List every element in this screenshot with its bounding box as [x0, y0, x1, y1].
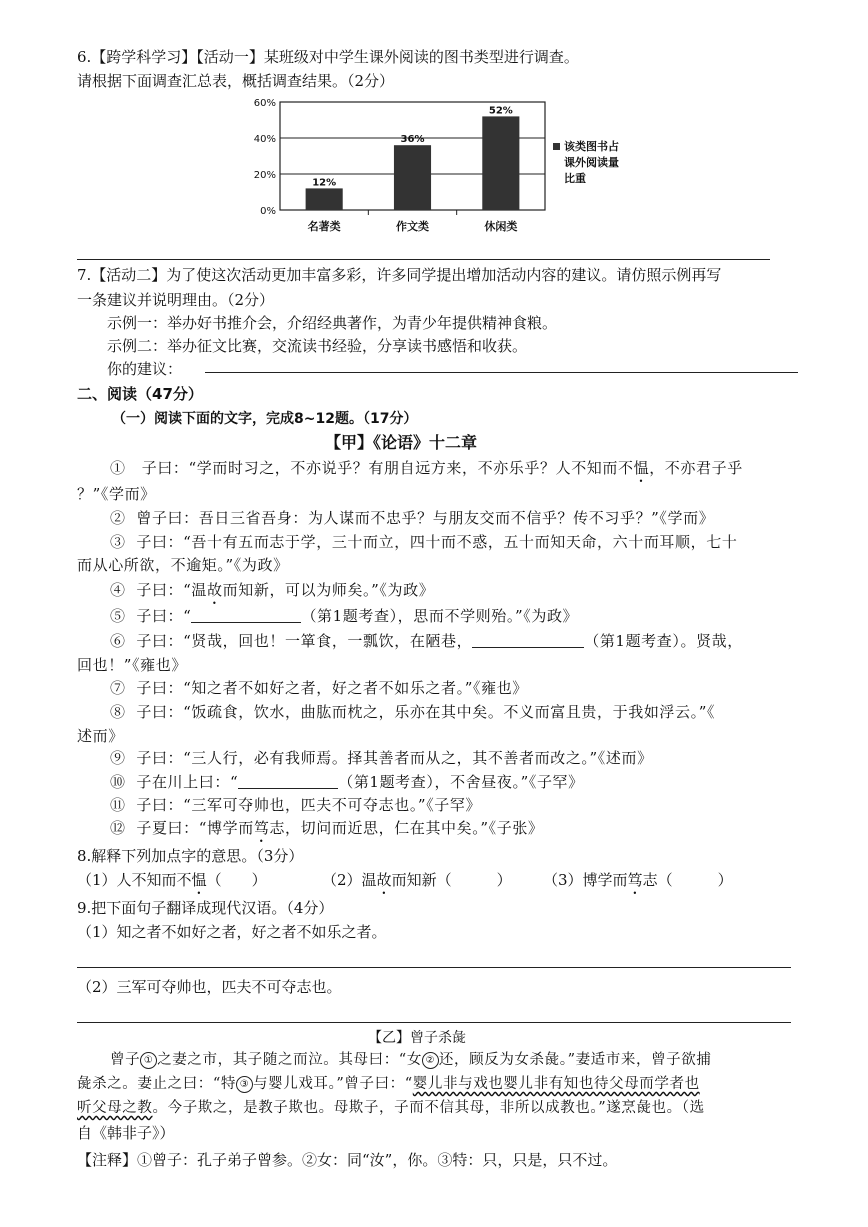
chart-y-tick-label: 60%	[253, 98, 276, 109]
chapter-12-text-a: 子夏曰：“博学而	[136, 819, 254, 837]
yi-text: 与婴儿戏耳。”曾子曰：“	[253, 1076, 413, 1092]
chapter-11	[110, 795, 481, 815]
chart-y-tick-label: 20%	[253, 170, 276, 181]
q8-item1-dotted: 愠	[191, 871, 207, 889]
yi-text: 之妻之市，其子随之而泣。其母曰：“女	[157, 1052, 422, 1068]
chapter-6-cont: 回也！”《雍也》	[77, 656, 187, 674]
q8-item1-text: （1）人不知而不	[77, 871, 192, 889]
chapter-10-text-b: （第1题考查），不舍昼夜。”《子罕》	[338, 773, 584, 791]
chapter-6-text-b: （第1题考查）。贤哉，	[584, 632, 743, 650]
q6-answer-line[interactable]	[77, 259, 770, 260]
chapter-12-num: ⑫	[110, 819, 126, 837]
chapter-10-blank[interactable]	[238, 772, 338, 789]
chart-bar	[394, 145, 431, 210]
chapter-4-text-b: 而知新，可以为师矣。”《为政》	[222, 581, 435, 599]
chart-category-label: 休闲类	[484, 220, 518, 233]
q8-item1	[77, 870, 267, 898]
bar-chart	[240, 92, 660, 242]
chapter-6-blank[interactable]	[472, 631, 584, 648]
jia-title: 【甲】《论语》十二章	[325, 433, 478, 452]
chapter-3-cont: 而从心所欲，不逾矩。”《为政》	[77, 556, 289, 574]
q8-item3-text: （3）博学而	[543, 871, 628, 889]
q9-sentence1: （1）知之者不如好之者，好之者不如乐之者。	[77, 923, 387, 941]
chapter-5-blank[interactable]	[191, 606, 301, 623]
yi-text: 。今子欺之，是教子欺也。母欺子，子而不信其母，非所以成教也。”遂烹彘也。（选	[152, 1100, 705, 1116]
q8-item2-dotted: 故	[376, 871, 392, 889]
chart-legend-label: 该类图书占	[564, 140, 619, 153]
chapter-5-num: ⑤	[110, 607, 126, 625]
chart-category-label: 名著类	[307, 220, 341, 233]
chapter-6	[110, 631, 743, 651]
chart-bar	[306, 188, 343, 210]
chapter-10-num: ⑩	[110, 773, 126, 791]
chapter-5-text-b: （第1题考查），思而不学则殆。”《为政》	[301, 607, 579, 625]
chapter-1-text-a: 子曰：“学而时习之，不亦说乎？有朋自远方来，不亦乐乎？人不知而不	[141, 459, 634, 477]
yi-title: 【乙】曾子杀彘	[368, 1030, 466, 1046]
chapter-12-dotted: 笃	[253, 819, 270, 837]
chapter-9-text: 子曰：“三人行，必有我师焉。择其善者而从之，其不善者而改之。”《述而》	[136, 749, 653, 767]
chapter-3-num: ③	[110, 533, 126, 551]
q9-answer-line-2[interactable]	[77, 1022, 791, 1023]
section2-sub: （一）阅读下面的文字，完成8~12题。（17分）	[112, 411, 418, 427]
q8-title: 8.解释下列加点字的意思。（3分）	[77, 847, 304, 865]
chapter-5	[110, 606, 578, 626]
yi-para-line1	[110, 1050, 711, 1070]
yi-notes: 【注释】①曾子：孔子弟子曾参。②女：同“汝”，你。③特：只，只是，只不过。	[77, 1151, 618, 1169]
note-marker-1: ①	[140, 1052, 157, 1069]
chapter-4	[110, 580, 434, 608]
q9-sentence2: （2）三军可夺帅也，匹夫不可夺志也。	[77, 978, 342, 996]
chapter-1-num: ①	[110, 459, 126, 477]
chart-legend-label: 比重	[564, 172, 586, 185]
chart-bar	[482, 116, 519, 210]
q7-answer-line[interactable]	[205, 372, 798, 373]
chapter-6-text-a: 子曰：“贤哉，回也！一箪食，一瓢饮，在陋巷，	[136, 632, 473, 650]
yi-source: 自《韩非子》）	[77, 1124, 175, 1142]
q7-example2: 示例二：举办征文比赛，交流读书经验，分享读书感悟和收获。	[107, 337, 528, 355]
chapter-8-cont: 述而》	[77, 727, 124, 745]
chapter-4-dotted: 故	[207, 581, 223, 599]
note-marker-2: ②	[422, 1052, 439, 1069]
chapter-9-num: ⑨	[110, 749, 126, 767]
chart-y-tick-label: 0%	[260, 206, 276, 217]
q7-line2: 一条建议并说明理由。（2分）	[77, 291, 275, 309]
chapter-1-text-b: ，不亦君子乎	[649, 459, 743, 477]
chapter-2-text: 曾子曰：吾日三省吾身：为人谋而不忠乎？与朋友交而不信乎？传不习乎？”《学而》	[136, 509, 715, 527]
chapter-10	[110, 772, 584, 792]
note-marker-3: ③	[236, 1076, 253, 1093]
chapter-11-num: ⑪	[110, 796, 126, 814]
q6-line2: 请根据下面调查汇总表，概括调查结果。（2分）	[77, 72, 395, 90]
chapter-2-num: ②	[110, 509, 126, 527]
yi-text: 彘杀之。妻止之曰：“特	[77, 1076, 237, 1092]
chapter-1	[110, 458, 743, 486]
chapter-12	[110, 818, 544, 846]
chapter-3-text: 子曰：“吾十有五而志于学，三十而立，四十而不惑，五十而知天命，六十而耳顺，七十	[136, 533, 738, 551]
chapter-8-num: ⑧	[110, 703, 126, 721]
chart-value-label: 12%	[312, 177, 337, 189]
q8-item3-dotted: 笃	[627, 871, 643, 889]
chapter-2	[110, 508, 714, 528]
chapter-4-text-a: 子曰：“温	[136, 581, 208, 599]
chart-value-label: 52%	[488, 105, 513, 117]
yi-underlined-sentence: 婴儿非与戏也婴儿非有知也待父母而学者也	[412, 1076, 700, 1092]
yi-para-line3	[77, 1098, 705, 1118]
q7-example1: 示例一：举办好书推介会，介绍经典著作，为青少年提供精神食粮。	[107, 314, 558, 332]
chapter-9	[110, 748, 653, 768]
chapter-3	[110, 532, 737, 552]
q9-answer-line-1[interactable]	[77, 967, 791, 968]
chapter-12-text-b: 志，切问而近思，仁在其中矣。”《子张》	[269, 819, 544, 837]
chart-category-label: 作文类	[396, 220, 429, 233]
chapter-1-dotted: 愠	[633, 459, 650, 477]
chapter-11-text: 子曰：“三军可夺帅也，匹夫不可夺志也。”《子罕》	[136, 796, 482, 814]
chapter-7-num: ⑦	[110, 679, 126, 697]
yi-underlined-sentence-end: 听父母之教	[77, 1100, 153, 1116]
q9-title: 9.把下面句子翻译成现代汉语。（4分）	[77, 899, 334, 917]
chapter-6-num: ⑥	[110, 632, 126, 650]
chapter-7	[110, 678, 528, 698]
chapter-1-cont: ？”《学而》	[77, 485, 156, 503]
chapter-5-text-a: 子曰：“	[136, 607, 192, 625]
yi-text: 还，顾反为女杀彘。”妻适市来，曾子欲捕	[438, 1052, 712, 1068]
chart-y-tick-label: 40%	[253, 134, 276, 145]
q8-item3	[543, 870, 733, 898]
chart-legend-label: 课外阅读量	[564, 156, 619, 169]
chapter-10-text-a: 子在川上曰：“	[136, 773, 239, 791]
q8-item2	[322, 870, 512, 898]
q8-item2-text: （2）温	[322, 871, 377, 889]
q8-item1-blank[interactable]: （ ）	[206, 871, 267, 889]
yi-text: 曾子	[110, 1052, 141, 1068]
chart-value-label: 36%	[400, 134, 425, 146]
chart-legend-swatch	[553, 143, 560, 150]
section2-title: 二、阅读（47分）	[77, 385, 203, 403]
chapter-7-text: 子曰：“知之者不如好之者，好之者不如乐之者。”《雍也》	[136, 679, 528, 697]
q8-item3-blank[interactable]: 志（ ）	[642, 871, 733, 889]
chapter-8	[110, 702, 715, 722]
q8-item2-blank[interactable]: 而知新（ ）	[391, 871, 512, 889]
yi-para-line2	[77, 1074, 700, 1094]
chapter-8-text: 子曰：“饭疏食，饮水，曲肱而枕之，乐亦在其中矣。不义而富且贵，于我如浮云。”《	[136, 703, 716, 721]
q7-line1: 7.【活动二】为了使这次活动更加丰富多彩，许多同学提出增加活动内容的建议。请仿照示例再写	[77, 266, 722, 284]
q7-suggestion-label: 你的建议：	[107, 360, 183, 378]
q6-line1: 6.【跨学科学习】【活动一】某班级对中学生课外阅读的图书类型进行调查。	[77, 48, 579, 66]
chapter-4-num: ④	[110, 581, 126, 599]
